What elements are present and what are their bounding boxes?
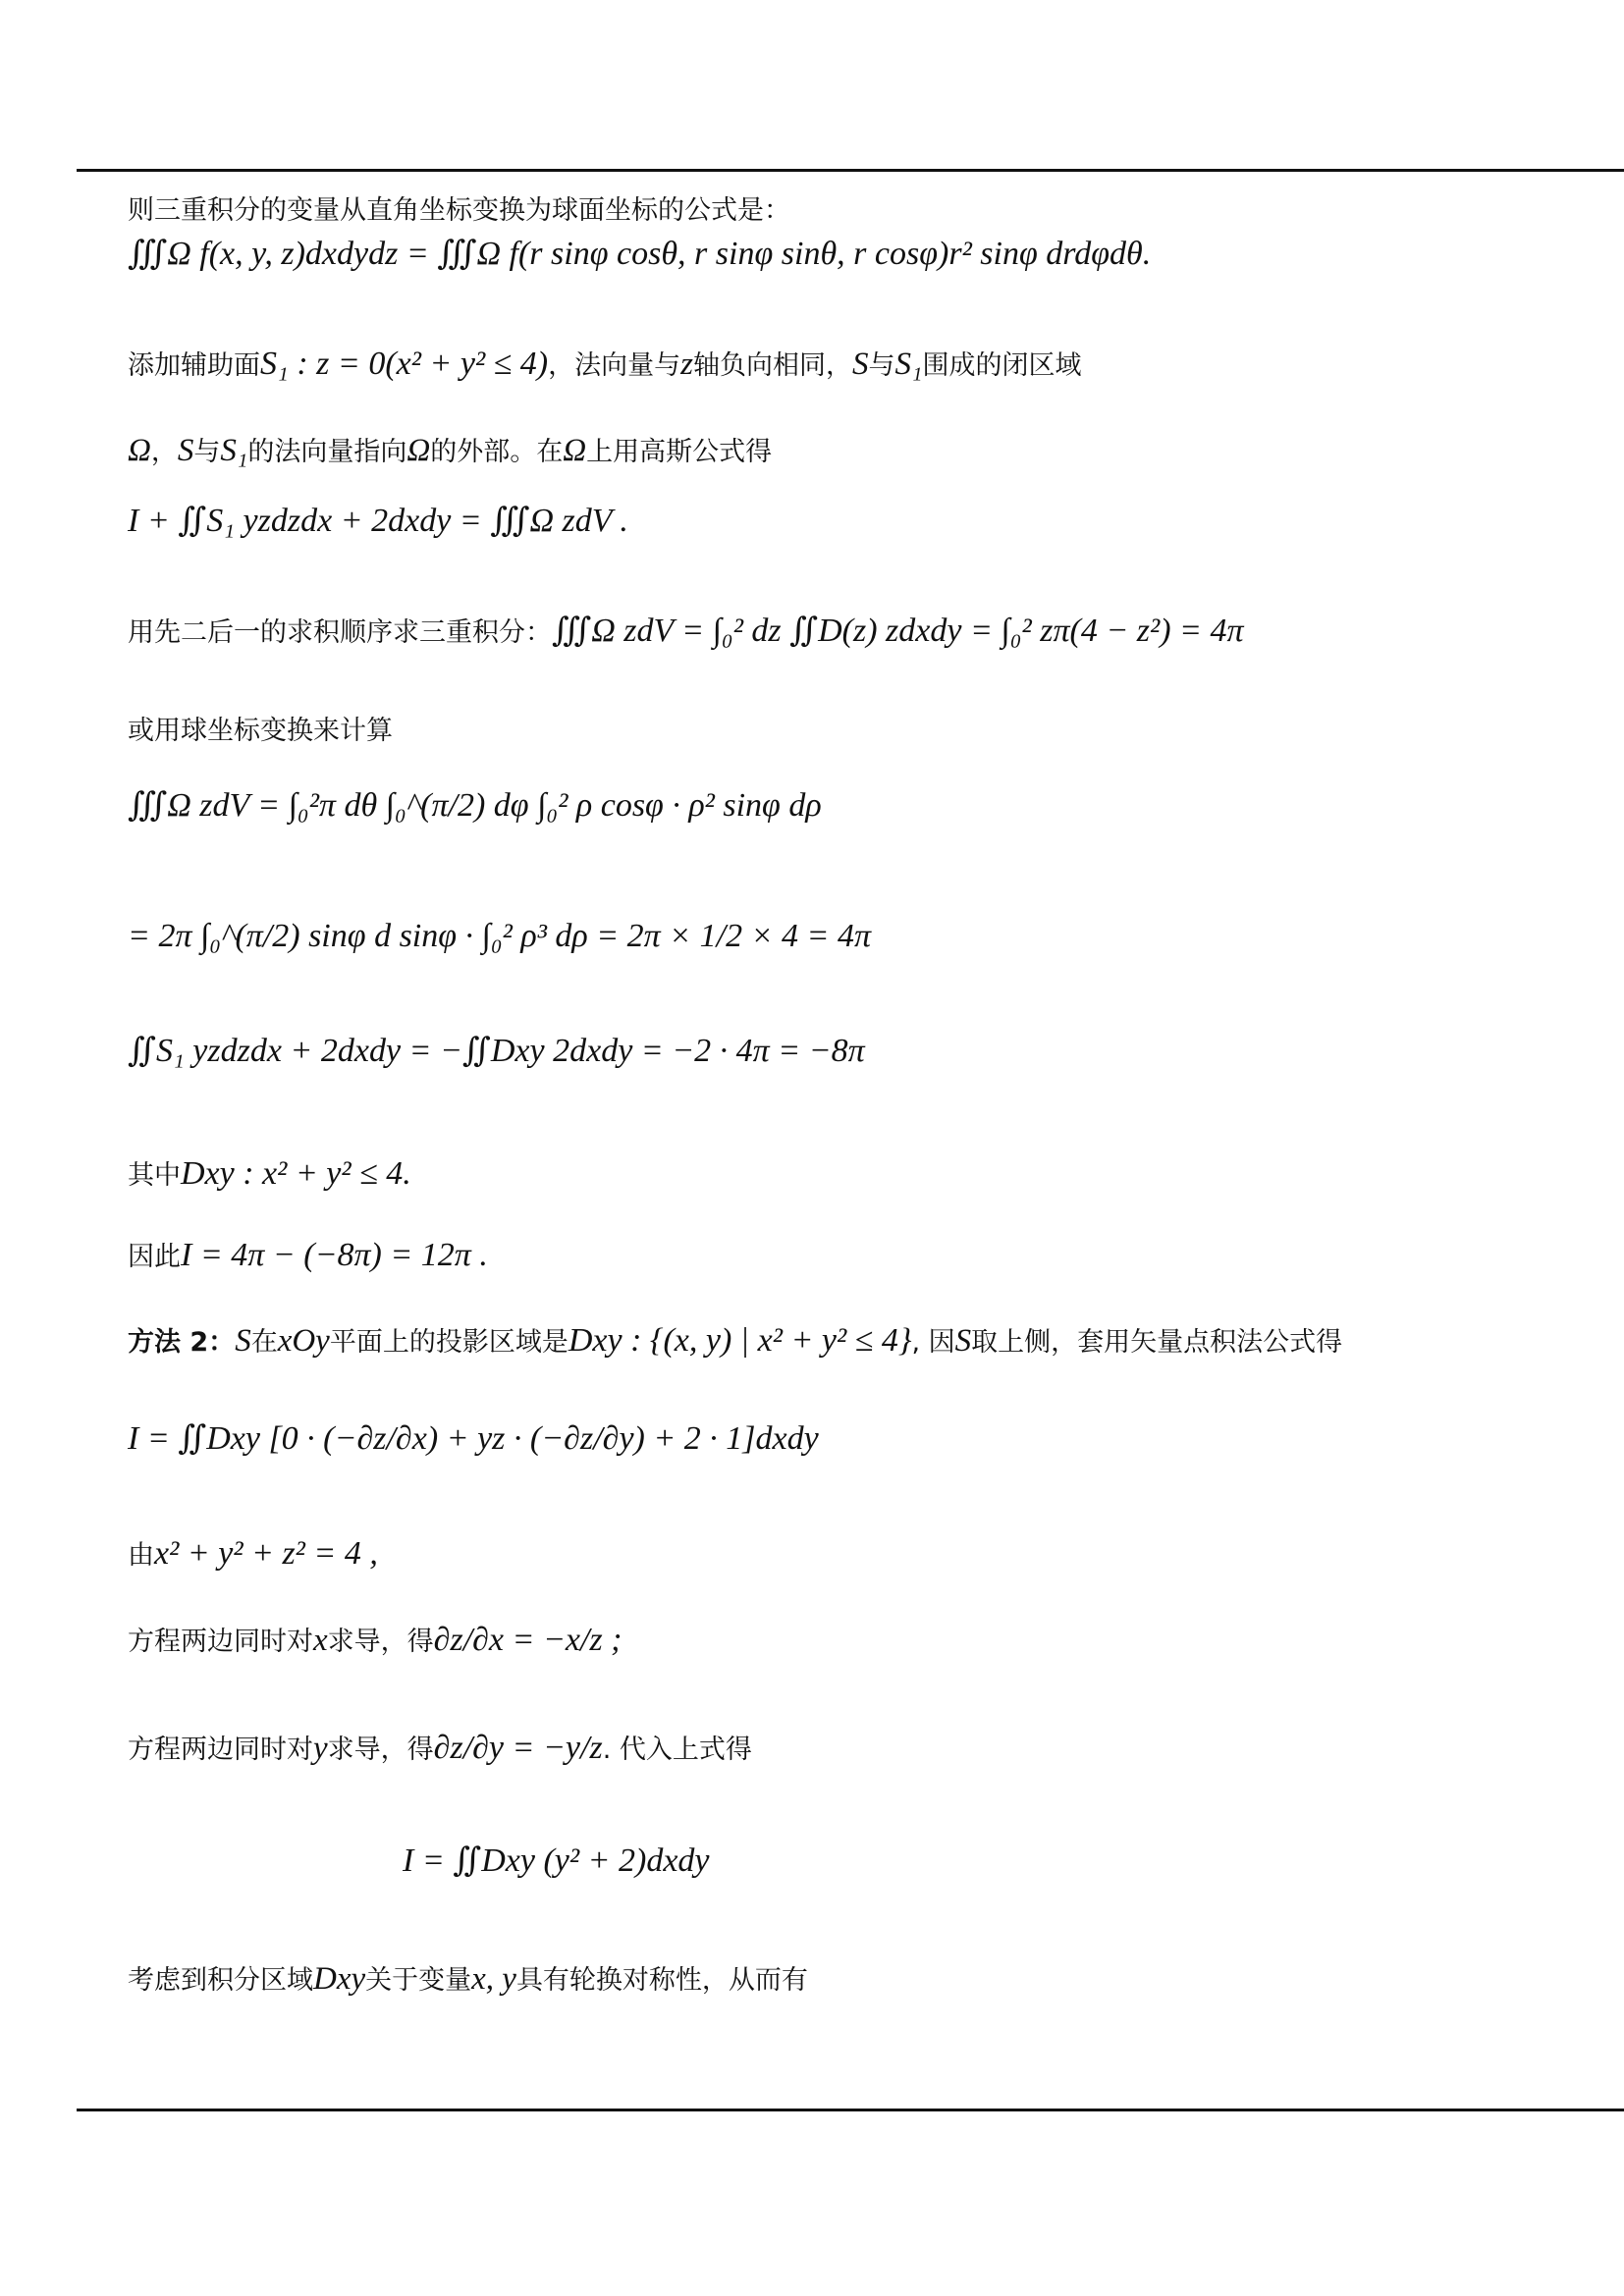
math-eq3: ∭Ω zdV = ∫₀² dz ∬D(z) zdxdy = ∫₀² zπ(4 − z²) = 4π <box>552 613 1244 649</box>
equation-vector-dot <box>128 1418 819 1458</box>
text-line-5: 或用球坐标变换来计算 <box>128 716 393 746</box>
top-rule <box>77 169 1624 172</box>
text-line-12: 考虑到积分区域Dxy关于变量x, y具有轮换对称性，从而有 <box>128 1961 808 1997</box>
math-s1-definition: S₁ : z = 0(x² + y² ≤ 4) <box>260 346 549 382</box>
equation-spherical-transform <box>128 234 1151 273</box>
math-dzdx: ∂z/∂x = −x/z ; <box>433 1622 623 1658</box>
math-eq7: I = ∬Dxy [0 · (−∂z/∂x) + yz · (−∂z/∂y) + 2 · 1]dxdy <box>128 1420 819 1457</box>
math-dzdy: ∂z/∂y = −y/z <box>433 1730 603 1766</box>
text-line-11: 方程两边同时对y求导，得∂z/∂y = −y/z. 代入上式得 <box>128 1730 752 1766</box>
math-eq8: I = ∬Dxy (y² + 2)dxdy <box>403 1842 710 1879</box>
equation-spherical-result <box>128 918 871 955</box>
equation-spherical-calc <box>128 785 822 825</box>
equation-final <box>403 1841 710 1880</box>
text-line-9: 由x² + y² + z² = 4 , <box>128 1535 378 1572</box>
math-eq1: ∭Ω f(x, y, z)dxdydz = ∭Ω f(r sinφ cosθ, r sinφ sinθ, r cosφ)r² sinφ drdφdθ. <box>128 236 1152 272</box>
text-line-3: Ω，S与S₁的法向量指向Ω的外部。在Ω上用高斯公式得 <box>128 433 773 468</box>
math-sphere: x² + y² + z² = 4 , <box>154 1535 378 1572</box>
equation-s1-integral <box>128 1031 865 1070</box>
text-line-7: 因此I = 4π − (−8π) = 12π . <box>128 1237 488 1273</box>
math-dxy: Dxy : x² + y² ≤ 4. <box>181 1155 411 1192</box>
text-line-1: 则三重积分的变量从直角坐标变换为球面坐标的公式是： <box>128 195 790 226</box>
text-line-2: 添加辅助面S₁ : z = 0(x² + y² ≤ 4)，法向量与z轴负向相同，S与S₁围成的闭区域 <box>128 346 1082 382</box>
math-eq2: I + ∬S₁ yzdzdx + 2dxdy = ∭Ω zdV . <box>128 503 628 539</box>
text-line-10: 方程两边同时对x求导，得∂z/∂x = −x/z ; <box>128 1622 623 1658</box>
equation-gauss <box>128 501 628 540</box>
math-eq4: ∭Ω zdV = ∫₀²π dθ ∫₀^(π/2) dφ ∫₀² ρ cosφ · ρ² sinφ dρ <box>128 787 822 824</box>
text-line-4: 用先二后一的求积顺序求三重积分：∭Ω zdV = ∫₀² dz ∬D(z) zdxdy = ∫₀² zπ(4 − z²) = 4π <box>128 613 1244 649</box>
math-eq6: ∬S₁ yzdzdx + 2dxdy = −∬Dxy 2dxdy = −2 · 4π = −8π <box>128 1033 865 1069</box>
math-eq5: = 2π ∫₀^(π/2) sinφ d sinφ · ∫₀² ρ³ dρ = 2π × 1/2 × 4 = 4π <box>128 918 871 954</box>
bottom-rule <box>77 2109 1624 2111</box>
text-line-8: 方法 2：S在xOy平面上的投影区域是Dxy : {(x, y) | x² + y² ≤ 4}, 因S取上侧，套用矢量点积法公式得 <box>128 1322 1343 1359</box>
math-i-result: I = 4π − (−8π) = 12π . <box>181 1237 488 1273</box>
math-projection: Dxy : {(x, y) | x² + y² ≤ 4} <box>568 1322 912 1359</box>
method-2-label: 方法 2： <box>128 1327 236 1358</box>
text-line-6: 其中Dxy : x² + y² ≤ 4. <box>128 1155 411 1192</box>
